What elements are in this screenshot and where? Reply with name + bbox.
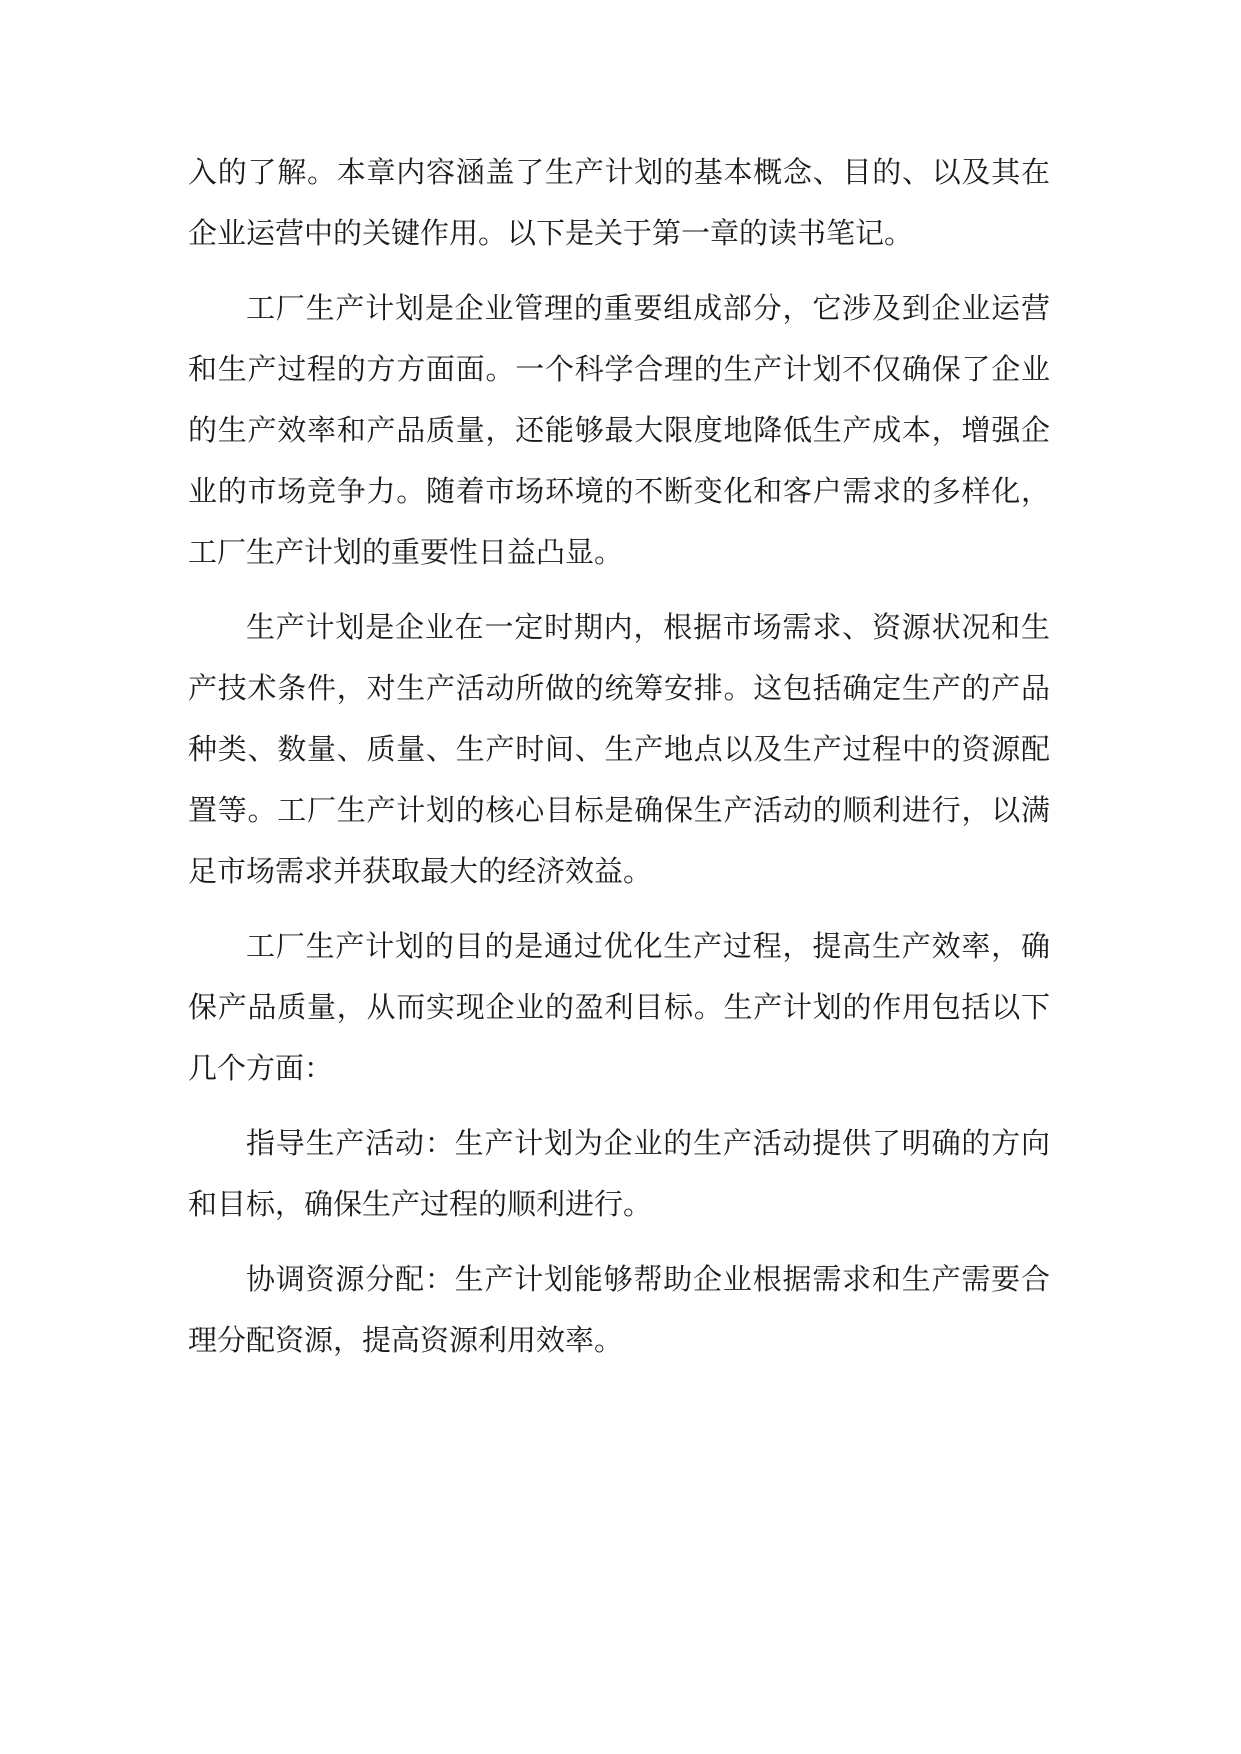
- paragraph-5: 指导生产活动：生产计划为企业的生产活动提供了明确的方向和目标，确保生产过程的顺利进行。: [188, 1126, 1050, 1221]
- paragraph-1: 入的了解。本章内容涵盖了生产计划的基本概念、目的、以及其在企业运营中的关键作用。以下是关于第一章的读书笔记。: [188, 155, 1050, 250]
- paragraph-2: 工厂生产计划是企业管理的重要组成部分，它涉及到企业运营和生产过程的方方面面。一个科学合理的生产计划不仅确保了企业的生产效率和产品质量，还能够最大限度地降低生产成本，增强企业的市场竞争力。随着市场环境的不断变化和客户需求的多样化，工厂生产计划的重要性日益凸显。: [188, 291, 1050, 569]
- paragraph-6: 协调资源分配：生产计划能够帮助企业根据需求和生产需要合理分配资源，提高资源利用效率。: [188, 1262, 1050, 1357]
- paragraph-3: 生产计划是企业在一定时期内，根据市场需求、资源状况和生产技术条件，对生产活动所做的统筹安排。这包括确定生产的产品种类、数量、质量、生产时间、生产地点以及生产过程中的资源配置等。工厂生产计划的核心目标是确保生产活动的顺利进行，以满足市场需求并获取最大的经济效益。: [188, 610, 1050, 888]
- document-body: [188, 142, 1050, 1385]
- paragraph-4: 工厂生产计划的目的是通过优化生产过程，提高生产效率，确保产品质量，从而实现企业的盈利目标。生产计划的作用包括以下几个方面：: [188, 929, 1050, 1085]
